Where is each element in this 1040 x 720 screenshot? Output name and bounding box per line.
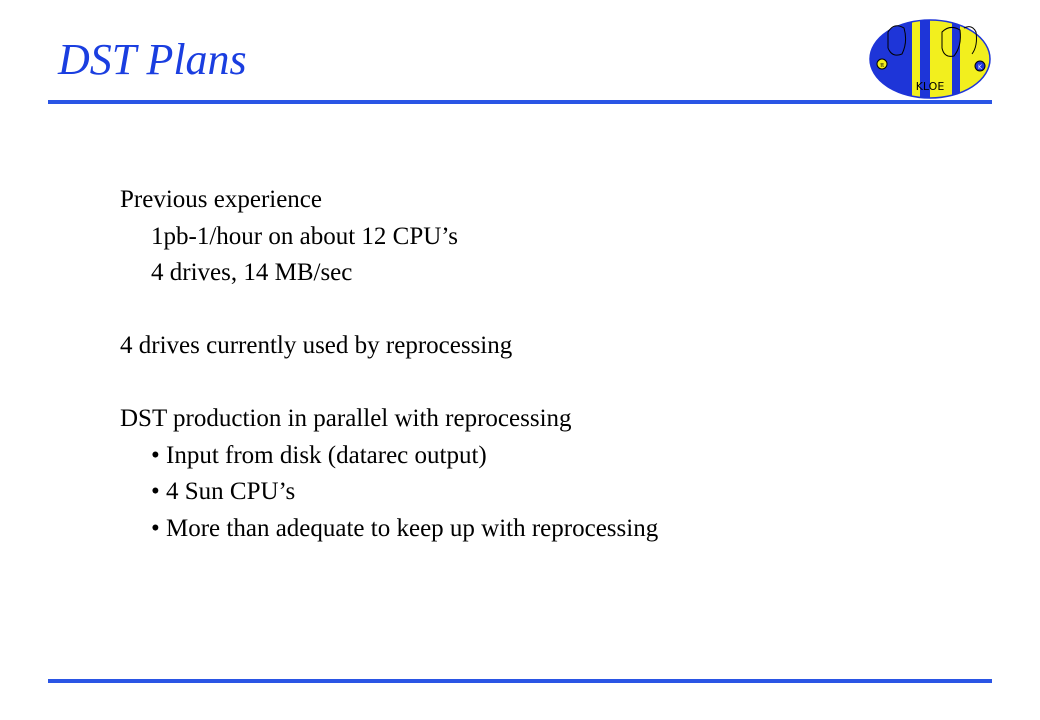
section-heading: 4 drives currently used by reprocessing bbox=[120, 332, 513, 359]
bullet-item: • 4 Sun CPU’s bbox=[151, 478, 296, 505]
slide-body bbox=[120, 182, 658, 547]
bullet-item: • Input from disk (datarec output) bbox=[151, 441, 487, 469]
list-item: 4 drives, 14 MB/sec bbox=[151, 259, 353, 286]
section-heading: Previous experience bbox=[120, 186, 323, 213]
top-rule bbox=[48, 100, 992, 104]
svg-text:K: K bbox=[978, 64, 982, 71]
kloe-logo-icon bbox=[868, 18, 992, 100]
section-heading: DST production in parallel with reprocessing bbox=[120, 405, 572, 432]
bullet-item: • More than adequate to keep up with reprocessing bbox=[151, 514, 659, 542]
slide-title: DST Plans bbox=[58, 35, 247, 84]
svg-text:KLOE: KLOE bbox=[915, 80, 945, 93]
bottom-rule bbox=[48, 679, 992, 683]
list-item: 1pb-1/hour on about 12 CPU’s bbox=[151, 222, 458, 250]
svg-text:π: π bbox=[880, 62, 884, 69]
